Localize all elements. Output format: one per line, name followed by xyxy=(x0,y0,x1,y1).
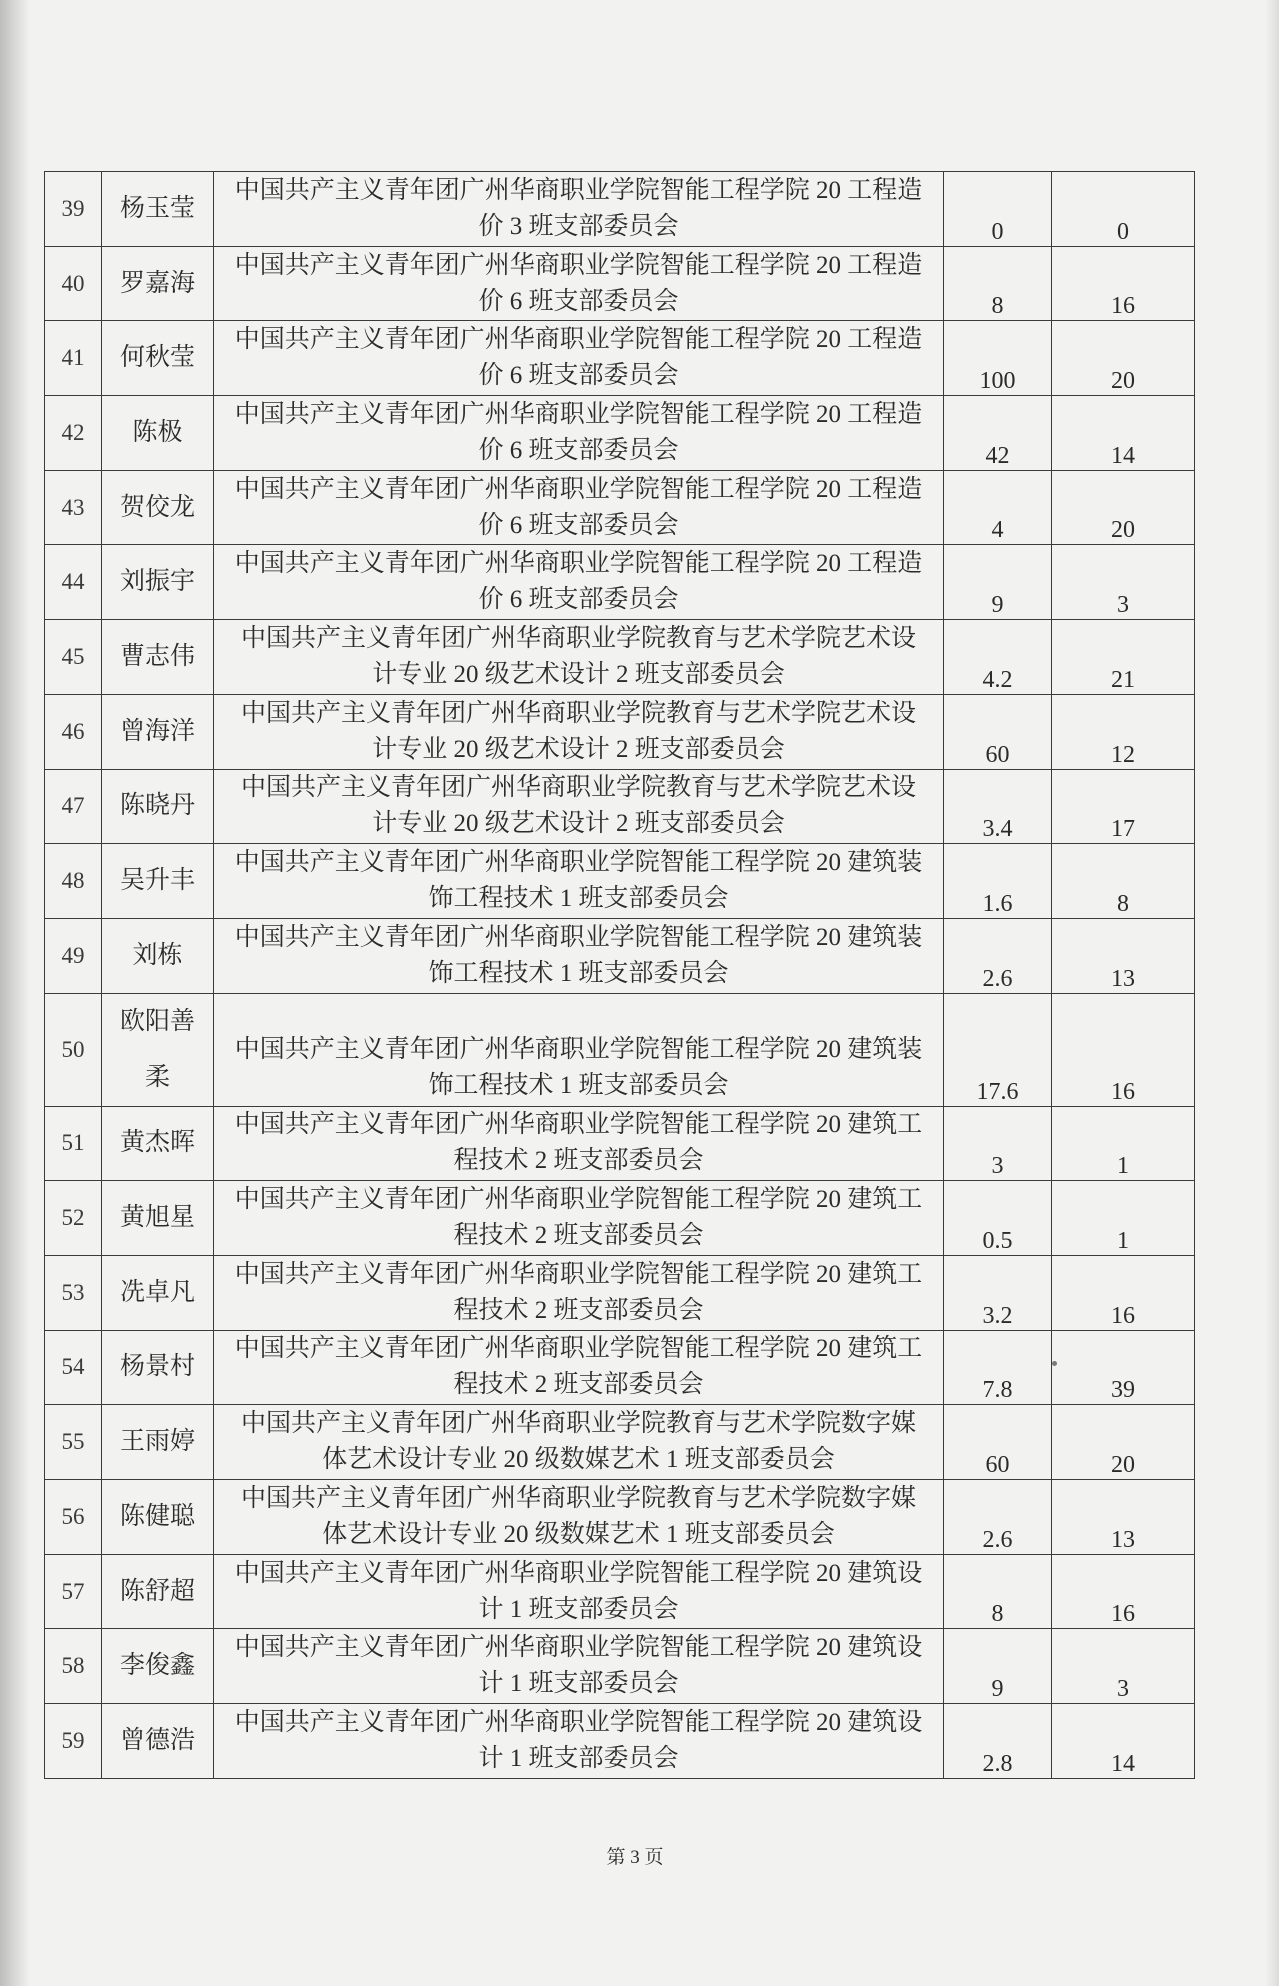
organization-line: 体艺术设计专业 20 级数媒艺术 1 班支部委员会 xyxy=(322,1520,835,1548)
row-number: 44 xyxy=(61,569,85,595)
row-number: 56 xyxy=(61,1503,85,1529)
organization-line: 价 6 班支部委员会 xyxy=(478,436,679,464)
value-2: 0 xyxy=(1117,218,1129,245)
table-row xyxy=(45,1181,1195,1256)
value-2-cell xyxy=(1052,321,1195,396)
name-line: 陈舒超 xyxy=(119,1577,195,1605)
value-1: 2.6 xyxy=(982,965,1013,992)
value-1-cell xyxy=(944,694,1052,769)
row-number: 54 xyxy=(61,1354,85,1380)
value-2: 1 xyxy=(1117,1227,1129,1254)
organization-line: 价 6 班支部委员会 xyxy=(478,586,679,614)
row-number: 57 xyxy=(61,1578,85,1604)
row-number: 39 xyxy=(61,195,85,221)
organization-line: 中国共产主义青年团广州华商职业学院智能工程学院 20 建筑装 xyxy=(234,923,923,951)
organization-line: 价 6 班支部委员会 xyxy=(478,287,679,315)
name-cell xyxy=(102,918,214,993)
value-1: 9 xyxy=(991,1676,1004,1703)
organization-cell xyxy=(214,396,944,471)
name-line: 冼卓凡 xyxy=(119,1278,195,1306)
row-number-cell xyxy=(45,769,102,844)
value-1: 42 xyxy=(985,442,1010,469)
scan-edge-right xyxy=(1265,0,1279,1986)
organization-cell xyxy=(214,1554,944,1629)
value-2: 16 xyxy=(1111,1302,1135,1329)
organization-line: 中国共产主义青年团广州华商职业学院智能工程学院 20 建筑设 xyxy=(234,1559,923,1587)
value-2-cell xyxy=(1052,396,1195,471)
value-1: 3.2 xyxy=(982,1302,1013,1329)
value-1-cell xyxy=(944,1255,1052,1330)
name-line: 陈晓丹 xyxy=(119,792,195,820)
organization-line: 饰工程技术 1 班支部委员会 xyxy=(428,1071,729,1099)
organization-cell xyxy=(214,1629,944,1704)
value-2: 16 xyxy=(1111,293,1135,320)
organization-line: 中国共产主义青年团广州华商职业学院智能工程学院 20 建筑工 xyxy=(234,1111,923,1139)
value-1: 3.4 xyxy=(982,816,1013,843)
organization-cell xyxy=(214,246,944,321)
name-cell xyxy=(102,396,214,471)
organization-cell xyxy=(214,470,944,545)
name-cell xyxy=(102,1480,214,1555)
row-number-cell xyxy=(45,470,102,545)
name-cell xyxy=(102,769,214,844)
value-1-cell xyxy=(944,1330,1052,1405)
organization-line: 计 1 班支部委员会 xyxy=(478,1670,679,1698)
name-cell xyxy=(102,694,214,769)
name-cell xyxy=(102,321,214,396)
table-body xyxy=(45,172,1195,1779)
row-number-cell xyxy=(45,1704,102,1779)
organization-line: 中国共产主义青年团广州华商职业学院教育与艺术学院数字媒 xyxy=(240,1410,916,1438)
row-number: 42 xyxy=(61,419,85,445)
row-number-cell xyxy=(45,844,102,919)
organization-line: 中国共产主义青年团广州华商职业学院智能工程学院 20 建筑设 xyxy=(234,1634,923,1662)
organization-line: 中国共产主义青年团广州华商职业学院智能工程学院 20 建筑装 xyxy=(234,1035,923,1063)
organization-cell xyxy=(214,1330,944,1405)
organization-cell xyxy=(214,1106,944,1181)
organization-line: 体艺术设计专业 20 级数媒艺术 1 班支部委员会 xyxy=(322,1446,835,1474)
organization-line: 中国共产主义青年团广州华商职业学院智能工程学院 20 工程造 xyxy=(234,176,923,204)
name-cell xyxy=(102,993,214,1106)
name-line: 李俊鑫 xyxy=(119,1652,195,1680)
name-cell xyxy=(102,1330,214,1405)
organization-line: 价 6 班支部委员会 xyxy=(478,511,679,539)
value-2-cell xyxy=(1052,1330,1195,1405)
organization-cell xyxy=(214,993,944,1106)
value-2: 8 xyxy=(1117,890,1129,917)
row-number-cell xyxy=(45,1480,102,1555)
name-cell xyxy=(102,1405,214,1480)
name-line: 陈健聪 xyxy=(119,1502,195,1530)
organization-cell xyxy=(214,1405,944,1480)
value-2: 14 xyxy=(1111,442,1135,469)
table-row xyxy=(45,1480,1195,1555)
organization-line: 中国共产主义青年团广州华商职业学院智能工程学院 20 建筑工 xyxy=(234,1260,923,1288)
organization-line: 中国共产主义青年团广州华商职业学院智能工程学院 20 建筑装 xyxy=(234,849,923,877)
value-1-cell xyxy=(944,844,1052,919)
row-number-cell xyxy=(45,246,102,321)
organization-line: 计 1 班支部委员会 xyxy=(478,1744,679,1772)
value-2: 3 xyxy=(1117,1676,1129,1703)
value-1-cell xyxy=(944,918,1052,993)
row-number-cell xyxy=(45,545,102,620)
value-1: 8 xyxy=(991,1601,1004,1628)
row-number-cell xyxy=(45,1330,102,1405)
name-line: 王雨婷 xyxy=(119,1428,195,1456)
value-2-cell xyxy=(1052,694,1195,769)
organization-line: 计 1 班支部委员会 xyxy=(478,1595,679,1623)
value-2: 16 xyxy=(1111,1601,1135,1628)
name-cell xyxy=(102,844,214,919)
row-number-cell xyxy=(45,993,102,1106)
organization-line: 程技术 2 班支部委员会 xyxy=(453,1147,704,1175)
value-1-cell xyxy=(944,1704,1052,1779)
value-1-cell xyxy=(944,396,1052,471)
value-1-cell xyxy=(944,321,1052,396)
row-number: 47 xyxy=(61,793,85,819)
value-1-cell xyxy=(944,1480,1052,1555)
name-line: 陈极 xyxy=(132,418,183,446)
value-2-cell xyxy=(1052,1181,1195,1256)
row-number-cell xyxy=(45,1405,102,1480)
value-1-cell xyxy=(944,993,1052,1106)
name-cell xyxy=(102,172,214,247)
row-number-cell xyxy=(45,396,102,471)
name-line: 曾德浩 xyxy=(119,1726,195,1754)
value-1-cell xyxy=(944,246,1052,321)
value-2: 13 xyxy=(1111,965,1135,992)
value-2: 1 xyxy=(1117,1153,1129,1180)
value-2-cell xyxy=(1052,1255,1195,1330)
name-line: 罗嘉海 xyxy=(119,269,195,297)
page-number-footer: 第 3 页 xyxy=(606,1847,664,1868)
name-cell xyxy=(102,246,214,321)
row-number: 49 xyxy=(61,942,85,968)
row-number-cell xyxy=(45,172,102,247)
table-row xyxy=(45,246,1195,321)
value-1: 7.8 xyxy=(982,1377,1013,1404)
row-number: 59 xyxy=(61,1727,85,1753)
row-number-cell xyxy=(45,1255,102,1330)
name-line: 杨景村 xyxy=(119,1353,195,1381)
name-cell xyxy=(102,1704,214,1779)
value-2-cell xyxy=(1052,769,1195,844)
value-1-cell xyxy=(944,1629,1052,1704)
table-row xyxy=(45,769,1195,844)
organization-cell xyxy=(214,172,944,247)
row-number: 43 xyxy=(61,494,85,520)
name-line: 黄旭星 xyxy=(119,1204,195,1232)
row-number-cell xyxy=(45,1554,102,1629)
organization-line: 中国共产主义青年团广州华商职业学院智能工程学院 20 工程造 xyxy=(234,475,923,503)
value-2-cell xyxy=(1052,1704,1195,1779)
row-number-cell xyxy=(45,321,102,396)
name-line: 何秋莹 xyxy=(119,344,195,372)
table-row xyxy=(45,470,1195,545)
organization-cell xyxy=(214,844,944,919)
row-number: 58 xyxy=(61,1653,85,1679)
name-line: 刘栋 xyxy=(132,941,183,969)
table-row xyxy=(45,321,1195,396)
row-number: 50 xyxy=(61,1036,85,1062)
table-row xyxy=(45,918,1195,993)
value-2: 16 xyxy=(1111,1078,1135,1105)
name-cell xyxy=(102,1181,214,1256)
row-number: 46 xyxy=(61,718,85,744)
value-2-cell xyxy=(1052,246,1195,321)
organization-cell xyxy=(214,769,944,844)
value-2-cell xyxy=(1052,1405,1195,1480)
name-cell xyxy=(102,620,214,695)
organization-line: 计专业 20 级艺术设计 2 班支部委员会 xyxy=(372,810,785,838)
row-number: 55 xyxy=(61,1429,85,1455)
table-row xyxy=(45,396,1195,471)
name-line: 杨玉莹 xyxy=(119,194,195,222)
row-number: 53 xyxy=(61,1279,85,1305)
value-1: 60 xyxy=(985,741,1010,768)
table-row xyxy=(45,1629,1195,1704)
row-number: 48 xyxy=(61,868,85,894)
value-2: 13 xyxy=(1111,1526,1135,1553)
value-1-cell xyxy=(944,1405,1052,1480)
row-number: 52 xyxy=(61,1205,85,1231)
value-2-cell xyxy=(1052,1106,1195,1181)
value-1: 0.5 xyxy=(982,1227,1013,1254)
value-2-cell xyxy=(1052,1629,1195,1704)
value-1: 60 xyxy=(985,1452,1010,1478)
value-2: 20 xyxy=(1111,368,1135,395)
organization-cell xyxy=(214,620,944,695)
value-1: 17.6 xyxy=(976,1078,1019,1105)
organization-cell xyxy=(214,1181,944,1256)
organization-line: 中国共产主义青年团广州华商职业学院智能工程学院 20 工程造 xyxy=(234,326,923,354)
organization-line: 中国共产主义青年团广州华商职业学院智能工程学院 20 工程造 xyxy=(234,251,923,279)
organization-line: 中国共产主义青年团广州华商职业学院教育与艺术学院艺术设 xyxy=(240,699,916,727)
organization-line: 中国共产主义青年团广州华商职业学院教育与艺术学院艺术设 xyxy=(240,624,916,652)
value-2: 3 xyxy=(1117,592,1129,619)
organization-line: 中国共产主义青年团广州华商职业学院智能工程学院 20 工程造 xyxy=(234,400,923,428)
organization-cell xyxy=(214,1704,944,1779)
organization-line: 价 6 班支部委员会 xyxy=(478,362,679,390)
table-row xyxy=(45,545,1195,620)
value-2: 17 xyxy=(1111,816,1135,843)
value-1-cell xyxy=(944,545,1052,620)
value-1: 3 xyxy=(991,1153,1004,1180)
value-1: 8 xyxy=(991,293,1004,320)
value-1: 100 xyxy=(979,368,1016,395)
table-row xyxy=(45,993,1195,1106)
roster-table-container xyxy=(44,171,1194,1779)
name-line: 吴升丰 xyxy=(119,867,195,895)
row-number-cell xyxy=(45,694,102,769)
value-2: 21 xyxy=(1111,666,1135,693)
value-2-cell xyxy=(1052,1554,1195,1629)
table-row xyxy=(45,620,1195,695)
organization-line: 中国共产主义青年团广州华商职业学院教育与艺术学院艺术设 xyxy=(240,774,916,802)
name-cell xyxy=(102,470,214,545)
table-row xyxy=(45,1106,1195,1181)
organization-line: 中国共产主义青年团广州华商职业学院智能工程学院 20 建筑工 xyxy=(234,1335,923,1363)
row-number-cell xyxy=(45,1181,102,1256)
organization-cell xyxy=(214,1255,944,1330)
row-number-cell xyxy=(45,1106,102,1181)
row-number-cell xyxy=(45,1629,102,1704)
scan-speck xyxy=(1052,1361,1057,1366)
table-row xyxy=(45,844,1195,919)
row-number: 40 xyxy=(61,270,85,296)
organization-line: 中国共产主义青年团广州华商职业学院智能工程学院 20 工程造 xyxy=(234,550,923,578)
table-row xyxy=(45,1330,1195,1405)
value-1-cell xyxy=(944,1181,1052,1256)
value-1: 4 xyxy=(991,517,1004,544)
value-1-cell xyxy=(944,172,1052,247)
organization-line: 程技术 2 班支部委员会 xyxy=(453,1222,704,1250)
organization-cell xyxy=(214,694,944,769)
organization-line: 饰工程技术 1 班支部委员会 xyxy=(428,885,729,913)
value-2-cell xyxy=(1052,918,1195,993)
organization-line: 程技术 2 班支部委员会 xyxy=(453,1296,704,1324)
value-1-cell xyxy=(944,769,1052,844)
name-line: 柔 xyxy=(144,1063,170,1091)
organization-cell xyxy=(214,1480,944,1555)
table-row xyxy=(45,1405,1195,1480)
row-number-cell xyxy=(45,918,102,993)
name-line: 曹志伟 xyxy=(119,642,195,670)
table-row xyxy=(45,172,1195,247)
value-2: 20 xyxy=(1111,517,1135,544)
value-2-cell xyxy=(1052,545,1195,620)
row-number: 51 xyxy=(61,1130,85,1156)
organization-cell xyxy=(214,918,944,993)
value-1-cell xyxy=(944,1106,1052,1181)
organization-line: 中国共产主义青年团广州华商职业学院智能工程学院 20 建筑设 xyxy=(234,1708,923,1736)
name-cell xyxy=(102,1255,214,1330)
name-cell xyxy=(102,1554,214,1629)
scan-edge-left xyxy=(0,0,30,1986)
organization-line: 中国共产主义青年团广州华商职业学院教育与艺术学院数字媒 xyxy=(240,1484,916,1512)
value-1-cell xyxy=(944,620,1052,695)
table-row xyxy=(45,694,1195,769)
value-2: 12 xyxy=(1111,741,1135,768)
name-cell xyxy=(102,1106,214,1181)
row-number: 45 xyxy=(61,643,85,669)
value-1: 4.2 xyxy=(982,666,1013,693)
value-1: 1.6 xyxy=(982,890,1013,917)
value-2-cell xyxy=(1052,993,1195,1106)
value-2-cell xyxy=(1052,844,1195,919)
value-2-cell xyxy=(1052,172,1195,247)
name-line: 曾海洋 xyxy=(119,717,195,745)
value-2: 39 xyxy=(1111,1377,1135,1404)
value-1: 9 xyxy=(991,592,1004,619)
value-2: 14 xyxy=(1111,1750,1135,1777)
name-line: 欧阳善 xyxy=(119,1007,195,1035)
value-2: 20 xyxy=(1111,1452,1135,1478)
name-cell xyxy=(102,1629,214,1704)
organization-cell xyxy=(214,321,944,396)
organization-cell xyxy=(214,545,944,620)
row-number: 41 xyxy=(61,345,85,371)
value-1-cell xyxy=(944,470,1052,545)
value-1: 2.8 xyxy=(982,1750,1013,1777)
value-2-cell xyxy=(1052,1480,1195,1555)
organization-line: 中国共产主义青年团广州华商职业学院智能工程学院 20 建筑工 xyxy=(234,1186,923,1214)
name-cell xyxy=(102,545,214,620)
value-1: 0 xyxy=(991,218,1004,245)
organization-line: 饰工程技术 1 班支部委员会 xyxy=(428,959,729,987)
table-row xyxy=(45,1554,1195,1629)
name-line: 黄杰晖 xyxy=(119,1129,195,1157)
table-row xyxy=(45,1704,1195,1779)
organization-line: 价 3 班支部委员会 xyxy=(478,212,679,240)
value-2-cell xyxy=(1052,620,1195,695)
value-1: 2.6 xyxy=(982,1526,1013,1553)
organization-line: 计专业 20 级艺术设计 2 班支部委员会 xyxy=(372,735,785,763)
roster-table xyxy=(44,171,1195,1779)
organization-line: 程技术 2 班支部委员会 xyxy=(453,1371,704,1399)
name-line: 贺佼龙 xyxy=(119,493,195,521)
organization-line: 计专业 20 级艺术设计 2 班支部委员会 xyxy=(372,660,785,688)
row-number-cell xyxy=(45,620,102,695)
table-row xyxy=(45,1255,1195,1330)
value-2-cell xyxy=(1052,470,1195,545)
name-line: 刘振宇 xyxy=(119,568,195,596)
value-1-cell xyxy=(944,1554,1052,1629)
